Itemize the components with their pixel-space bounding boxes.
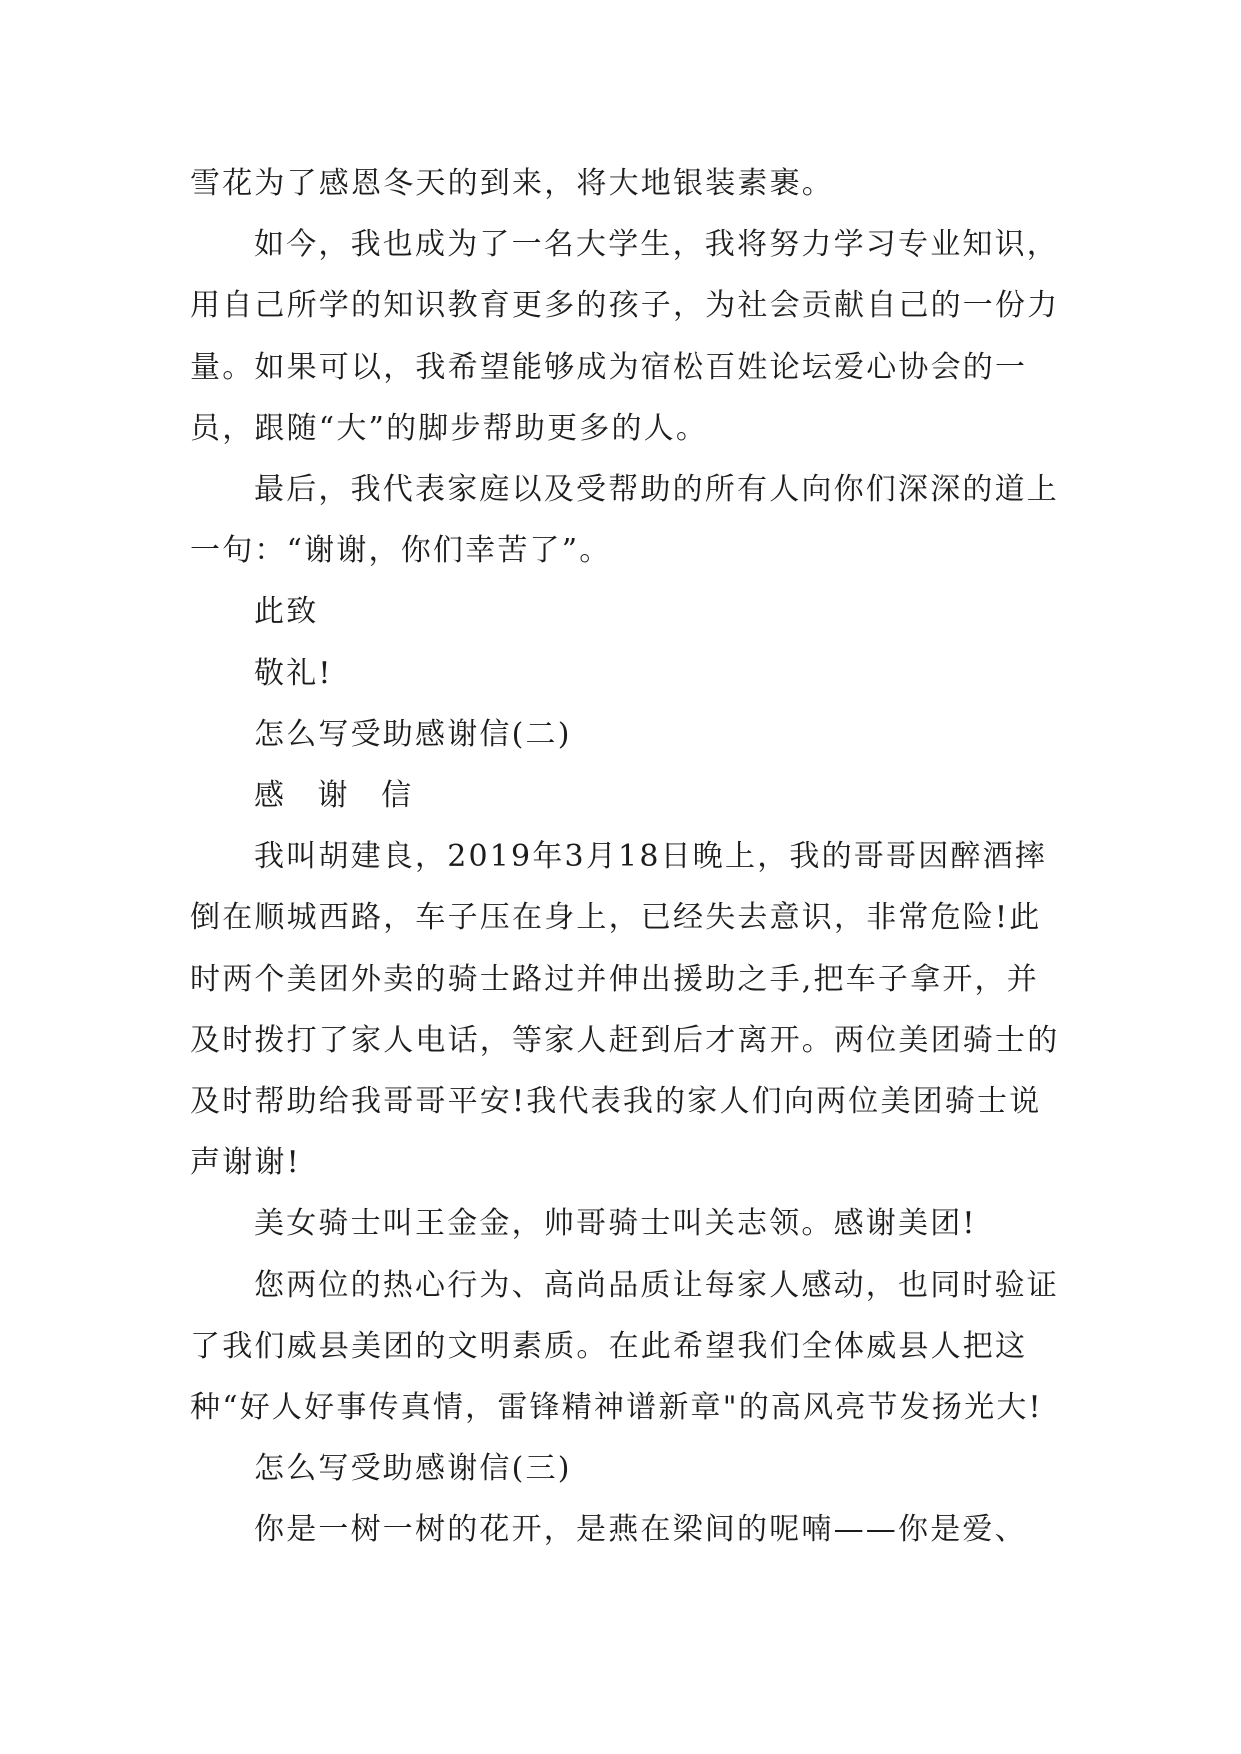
paragraph-praise: 您两位的热心行为、高尚品质让每家人感动，也同时验证了我们威县美团的文明素质。在此希望我们全体威县人把这种“好人好事传真情，雷锋精神谱新章"的高风亮节发扬光大! <box>190 1267 1059 1426</box>
section-heading-three: 怎么写受助感谢信(三) <box>254 1451 572 1487</box>
paragraph-brother-accident: 我叫胡建良，2019年3月18日晚上，我的哥哥因醉酒摔倒在顺城西路，车子压在身上，已经失去意识，非常危险!此时两个美团外卖的骑士路过并伸出援助之手,把车子拿开，并及时拨打了家人电话，等家人赶到后才离开。两位美团骑士的及时帮助给我哥哥平安!我代表我的家人们向两位美团骑士说声谢谢! <box>190 839 1060 1181</box>
salutation-cizhi: 此致 <box>254 594 319 630</box>
section-heading-two: 怎么写受助感谢信(二) <box>254 716 572 752</box>
salutation-jingli: 敬礼! <box>254 655 333 691</box>
letter-title: 感 谢 信 <box>254 778 424 814</box>
paragraph-closing-thanks: 最后，我代表家庭以及受帮助的所有人向你们深深的道上一句：“谢谢，你们幸苦了”。 <box>190 472 1059 569</box>
paragraph-snow-continuation: 雪花为了感恩冬天的到来，将大地银装素裹。 <box>190 166 834 201</box>
paragraph-rider-names: 美女骑士叫王金金，帅哥骑士叫关志领。感谢美团! <box>254 1206 977 1242</box>
document-body <box>190 153 1070 1561</box>
paragraph-university-student: 如今，我也成为了一名大学生，我将努力学习专业知识，用自己所学的知识教育更多的孩子，为社会贡献自己的一份力量。如果可以，我希望能够成为宿松百姓论坛爱心协会的一员，跟随“大”的脚步帮助更多的人。 <box>190 227 1060 446</box>
paragraph-flowers-opening: 你是一树一树的花开，是燕在梁间的呢喃——你是爱、 <box>254 1512 1027 1548</box>
